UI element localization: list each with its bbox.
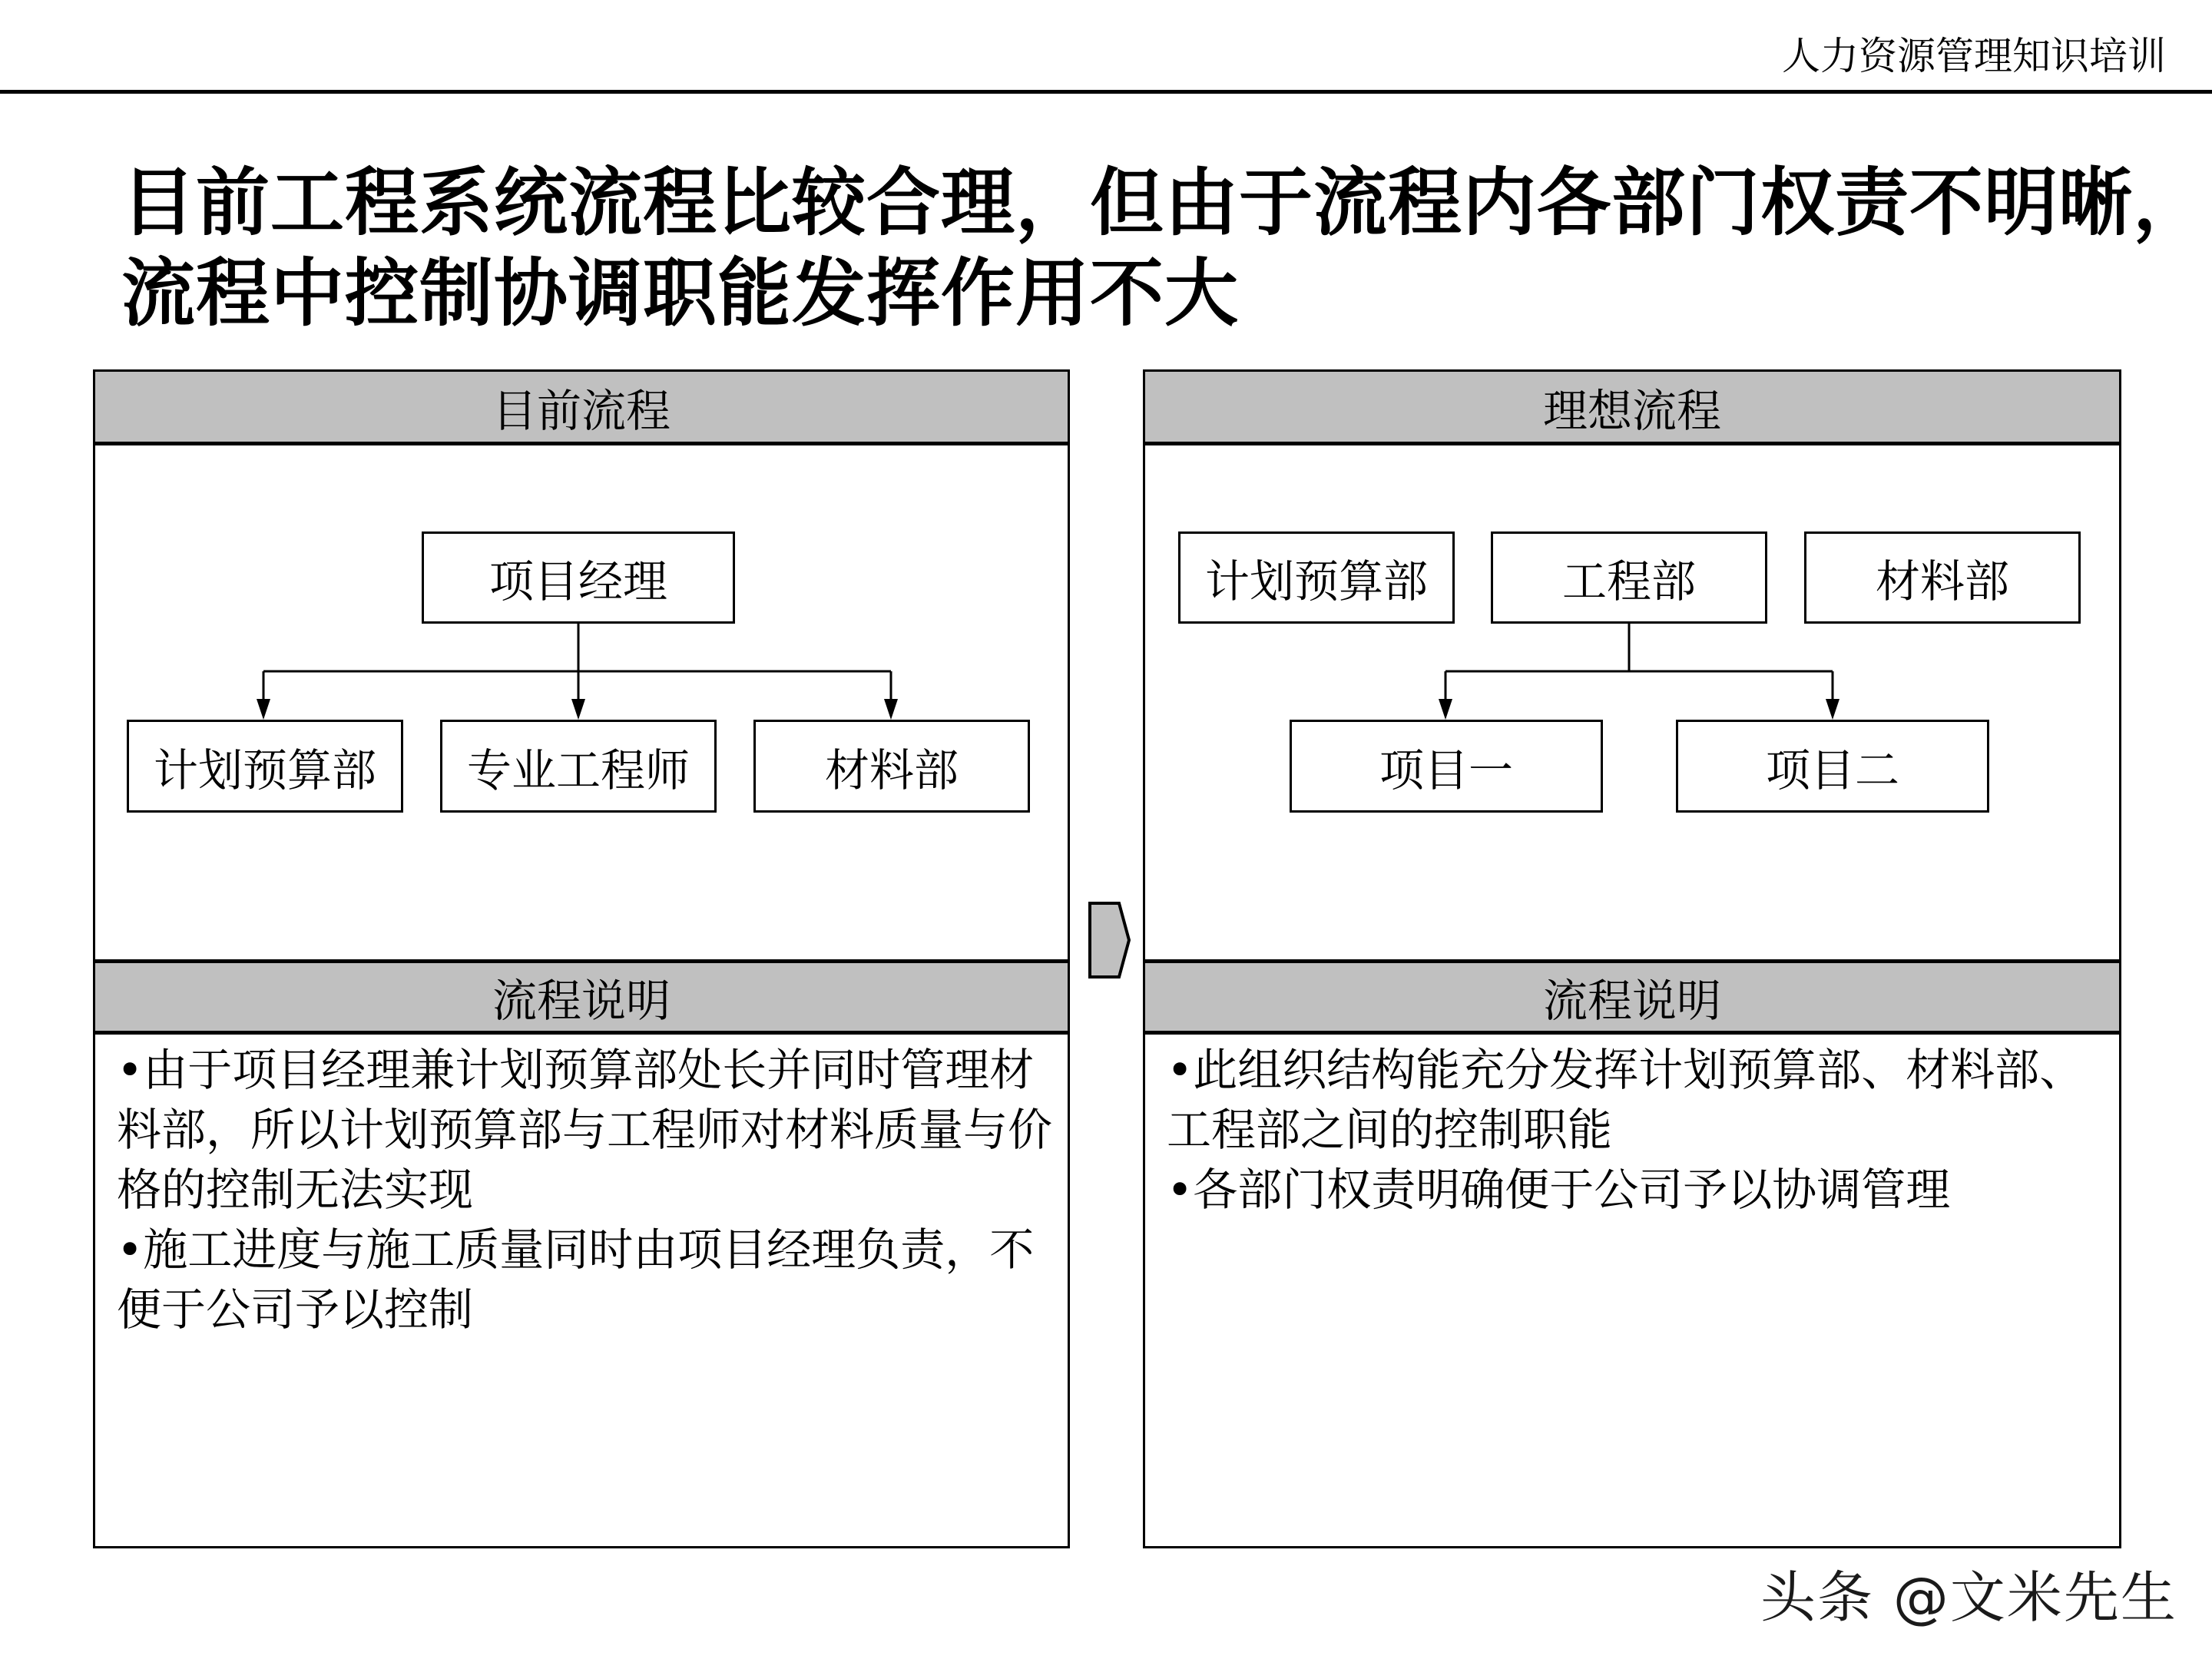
chevron-right-icon [1086,899,1134,981]
page-title-line-1: 目前工程系统流程比较合理，但由于流程内各部门权责不明晰， [121,160,2207,246]
page-title-line-2: 流程中控制协调职能发挥作用不大 [121,250,1239,336]
current-process-description-heading-label: 流程说明 [492,975,671,1027]
node-materials-dept [753,720,1030,813]
ideal-process-heading-label: 理想流程 [1542,384,1721,437]
node-engineering-dept [1491,531,1767,624]
node-label: 项目经理 [488,555,667,608]
description-bullet: •由于项目经理兼计划预算部处长并同时管理材料部，所以计划预算部与工程师对材料质量与价格的控制无法实现 [117,1044,1053,1216]
ideal-process-description [1167,1040,2104,1220]
current-process-heading-label: 目前流程 [492,384,671,437]
description-bullet: •各部门权责明确便于公司予以协调管理 [1167,1164,1951,1216]
node-materials-dept [1804,531,2081,624]
node-label: 专业工程师 [466,743,690,796]
node-label: 材料部 [1875,555,2009,608]
description-bullet: •此组织结构能充分发挥计划预算部、材料部、工程部之间的控制职能 [1167,1044,2085,1156]
node-planning-budget-dept [127,720,403,813]
node-label: 计划预算部 [153,743,376,796]
node-project-two [1676,720,1989,813]
ideal-process-description-heading-label: 流程说明 [1542,975,1721,1027]
node-label: 工程部 [1561,555,1696,608]
header-divider [0,90,2212,94]
node-label: 项目二 [1765,743,1899,796]
node-project-one [1290,720,1603,813]
current-process-description-heading [95,959,1068,1035]
node-planning-budget-dept [1178,531,1455,624]
ideal-process-heading [1145,372,2119,445]
watermark: 头条 @文米先生 [1760,1565,2177,1630]
node-professional-engineer [440,720,717,813]
description-bullet: •施工进度与施工质量同时由项目经理负责，不便于公司予以控制 [117,1224,1035,1336]
node-label: 项目一 [1379,743,1513,796]
page-title [121,157,2207,339]
node-project-manager [422,531,735,624]
current-process-heading [95,372,1068,445]
node-label: 计划预算部 [1204,555,1428,608]
header-label: 人力资源管理知识培训 [1782,34,2166,78]
ideal-process-description-heading [1145,959,2119,1035]
current-process-description [117,1040,1054,1339]
node-label: 材料部 [824,743,959,796]
